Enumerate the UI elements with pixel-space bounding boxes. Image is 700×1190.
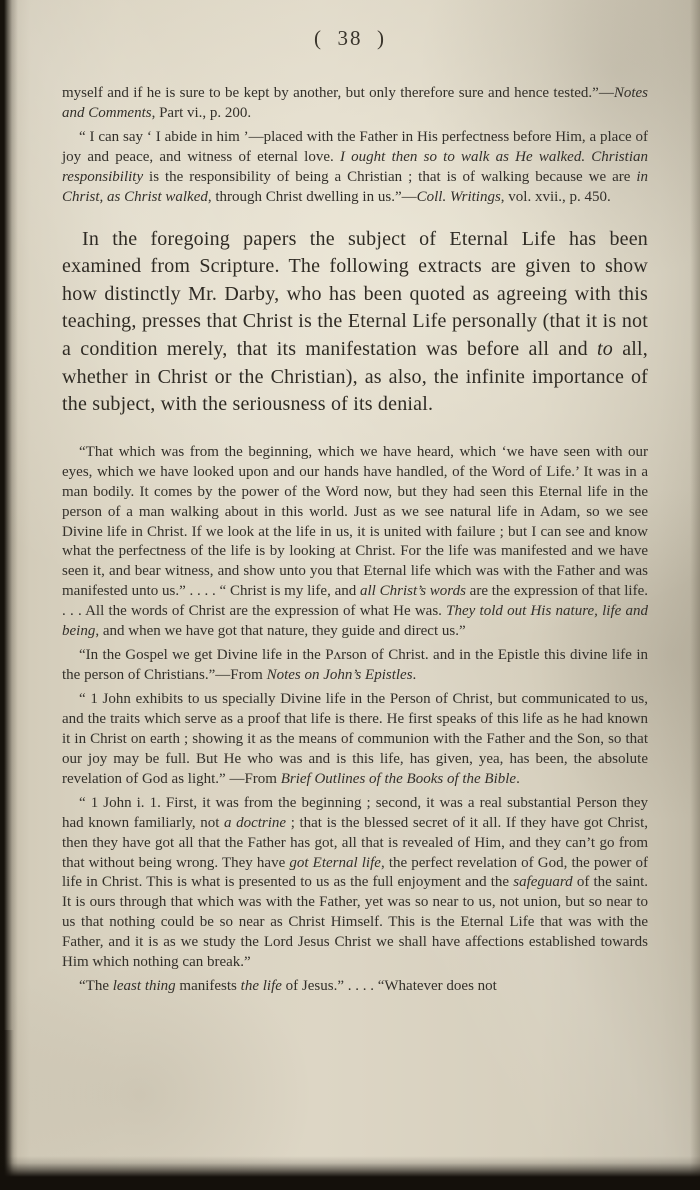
- extract-that-which-was-from-the-beginning: “That which was from the beginning, which we have heard, which ‘we have seen with our eyes, which we have looked upon and our hands have handled, of the Word of Life.’ It was in a man bodily. It comes by the power of the Word now, but they had seen this Eternal life in the person of a man walking about in this world. Just as we see natural life in Adam, so we see Divine life in Christ. If we look at the life in us, it is united with failure ; but I can see and know what the perfectness of the life is by looking at Christ. For the life was manifested and we have seen it, and bear witness, and show unto you that Eternal life which was with the Father and was manifested unto us.” . . . . “ Christ is my life, and all Christ’s words are the expression of that life. . . . All the words of Christ are the expression of what He was. They told out His nature, life and being, and when we have got that nature, they guide and direct us.”: [62, 443, 649, 640]
- page-bottom-edge: [0, 1156, 700, 1190]
- page-binding-edge: [0, 0, 18, 1190]
- extract-1-john-i-1: “ 1 John i. 1. First, it was from the beginning ; second, it was a real substantial Person they had known familiarly, not a doctrine ; that is the blessed secret of it all. If they have got Christ, then they have got all that the Father has got, all that is revealed of Him, and they can’t go from that without being wrong. They have got Eternal life, the perfect revelation of God, the power of life in Christ. This is what is presented to us as the full enjoyment and the safeguard of the saint. It is ours through that which was with the Father, yet was so near to us, not union, but so near to us that nothing could be so near as Christ Himself. This is the Eternal Life that was with the Father, and it is as we study the Lord Jesus Christ we shall have affections established towards Him which nothing can break.”: [62, 794, 648, 971]
- extract-1-john-exhibits: “ 1 John exhibits to us specially Divine life in the Person of Christ, but communicated to us, and the traits which serve as a proof that life is there. He first speaks of this life as he had known it in Christ on earth ; showing it as the means of communion with the Father and the Son, so that our joy may be full. But He who was and is this life, has given, yea, has been, the absolute revelation of God as light.” —From Brief Outlines of the Books of the Bible.: [62, 691, 648, 787]
- page-right-shading: [690, 0, 700, 1190]
- paragraph-quote-abide-in-him: “ I can say ‘ I abide in him ’—placed with the Father in His perfectness before Him, a place of joy and peace, and witness of eternal love. I ought then so to walk as He walked. Christian responsibility is the responsibility of being a Christian ; that is of walking because we are in Christ, as Christ walked, through Christ dwelling in us.”—Coll. Writings, vol. xvii., p. 450.: [62, 128, 648, 205]
- paragraph-continuation-notes-and-comments: myself and if he is sure to be kept by another, but only therefore sure and hence tested.”—Notes and Comments, Part vi., p. 200.: [62, 85, 648, 121]
- extract-gospel-divine-life: “In the Gospel we get Divine life in the Pʌrson of Christ. and in the Epistle this divine life in the person of Christians.”—From Notes on John’s Epistles.: [62, 647, 648, 684]
- extract-least-thing-manifests: “The least thing manifests the life of Jesus.” . . . . “Whatever does not: [79, 978, 497, 995]
- page-text-block: [62, 84, 648, 1001]
- paragraph-main-foregoing-papers: In the foregoing papers the subject of Eternal Life has been examined from Scripture. The following extracts are given to show how distinctly Mr. Darby, who has been quoted as agreeing with this teaching, presses that Christ is the Eternal Life personally (that it is not a condition merely, that its manifestation was before all and to all, whether in Christ or the Christian), as also, the infinite importance of the subject, with the seriousness of its denial.: [62, 227, 648, 416]
- page-number: ( 38 ): [314, 26, 386, 50]
